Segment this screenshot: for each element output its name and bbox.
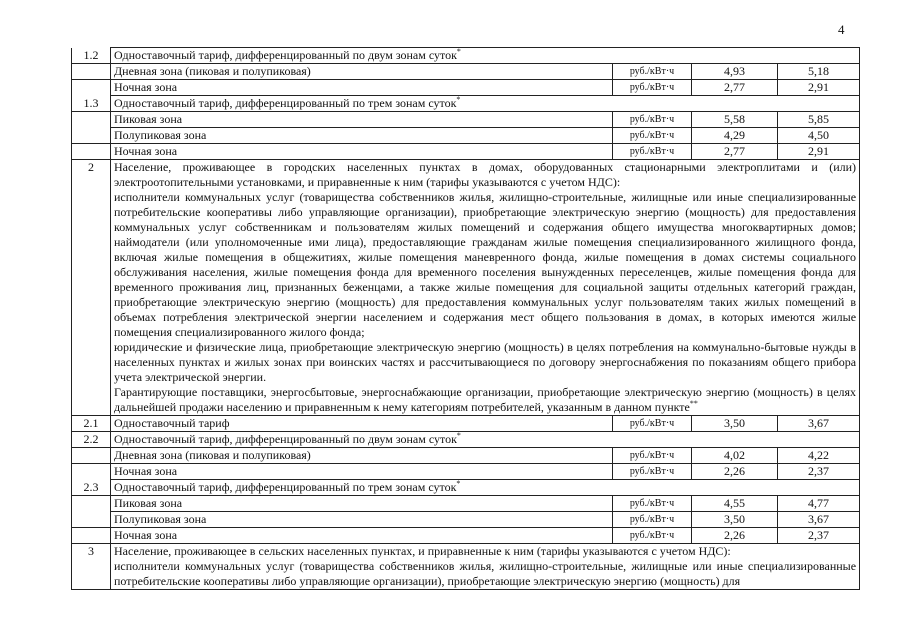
row-label: Ночная зона <box>111 464 613 480</box>
table-row <box>72 64 860 80</box>
row-label: Полупиковая зона <box>111 128 613 144</box>
table-row <box>72 464 860 480</box>
row-label: Ночная зона <box>111 80 613 96</box>
unit-cell: руб./кВт·ч <box>613 416 692 432</box>
table-row <box>72 144 860 160</box>
table-row <box>72 480 860 496</box>
table-row <box>72 512 860 528</box>
unit-cell: руб./кВт·ч <box>613 528 692 544</box>
tariff-table <box>71 47 860 590</box>
row-label: Пиковая зона <box>111 112 613 128</box>
row-label: Ночная зона <box>111 144 613 160</box>
row-label: Одноставочный тариф <box>111 416 613 432</box>
unit-cell: руб./кВт·ч <box>613 112 692 128</box>
row-label: Одноставочный тариф, дифференцированный по двум зонам суток* <box>111 432 860 448</box>
table-row <box>72 448 860 464</box>
value-first-half: 3,50 <box>692 416 778 432</box>
row-number: 2.3 <box>72 480 111 496</box>
table-row <box>72 544 860 590</box>
unit-cell: руб./кВт·ч <box>613 448 692 464</box>
value-second-half: 5,85 <box>778 112 860 128</box>
row-number: 3 <box>72 544 111 590</box>
value-first-half: 2,26 <box>692 528 778 544</box>
row-label: Пиковая зона <box>111 496 613 512</box>
row-number: 2.1 <box>72 416 111 432</box>
value-first-half: 3,50 <box>692 512 778 528</box>
value-second-half: 2,91 <box>778 80 860 96</box>
value-second-half: 4,22 <box>778 448 860 464</box>
value-second-half: 2,91 <box>778 144 860 160</box>
unit-cell: руб./кВт·ч <box>613 128 692 144</box>
value-second-half: 2,37 <box>778 464 860 480</box>
row-label: Одноставочный тариф, дифференцированный по двум зонам суток* <box>111 48 860 64</box>
description-paragraph: юридические и физические лица, приобретающие электрическую энергию (мощность) в целях потребления на коммунально-бытовые нужды в населенных пунктах и жилых зонах при воинских частях и рассчитывающиеся по договору энергоснабжения по показаниям общего прибора учета электрической энергии. <box>114 340 857 384</box>
value-first-half: 4,55 <box>692 496 778 512</box>
value-second-half: 3,67 <box>778 416 860 432</box>
unit-cell: руб./кВт·ч <box>613 64 692 80</box>
value-first-half: 4,02 <box>692 448 778 464</box>
table-row <box>72 48 860 64</box>
value-second-half: 5,18 <box>778 64 860 80</box>
unit-cell: руб./кВт·ч <box>613 144 692 160</box>
unit-cell: руб./кВт·ч <box>613 496 692 512</box>
value-second-half: 3,67 <box>778 512 860 528</box>
category-description <box>111 544 860 590</box>
row-number: 1.2 <box>72 48 111 64</box>
table-row <box>72 112 860 128</box>
row-label: Дневная зона (пиковая и полупиковая) <box>111 64 613 80</box>
description-paragraph: исполнители коммунальных услуг (товарищества собственников жилья, жилищно-строительные, жилищные или иные специализированные потребительские кооперативы либо управляющие организации), приобретающие электрическую энергию (мощность) для предоставления коммунальных услуг собственникам и пользователям жилых помещений и содержания общего имущества многоквартирных домов; наймодатели (или уполномоченные ими лица), предоставляющие гражданам жилые помещения специализированного жилищного фонда, включая жилые помещения в общежитиях, жилые помещения маневренного фонда, жилые помещения в домах системы социального обслуживания населения, жилые помещения фонда для временного поселения вынужденных переселенцев, жилые помещения фонда для временного проживания лиц, признанных беженцами, а также жилые помещения для социальной защиты отдельных категорий граждан, приобретающие электрическую энергию (мощность) для предоставления коммунальных услуг пользователям таких жилых помещений в объемах потребления электрической энергии населением и содержания мест общего пользования в домах, в которых имеются жилые помещения специализированного жилого фонда; <box>114 190 857 339</box>
table-row <box>72 96 860 112</box>
description-paragraph: Население, проживающее в городских населенных пунктах в домах, оборудованных стационарными электроплитами и (или) электроотопительными установками, и приравненные к ним (тарифы указываются с учетом НДС): <box>114 160 857 189</box>
unit-cell: руб./кВт·ч <box>613 464 692 480</box>
table-row <box>72 80 860 96</box>
unit-cell: руб./кВт·ч <box>613 80 692 96</box>
table-row <box>72 128 860 144</box>
row-number: 1.3 <box>72 96 111 112</box>
page-number: 4 <box>838 22 845 37</box>
table-row <box>72 528 860 544</box>
row-label: Одноставочный тариф, дифференцированный по трем зонам суток* <box>111 96 860 112</box>
row-label: Одноставочный тариф, дифференцированный по трем зонам суток* <box>111 480 860 496</box>
row-label: Полупиковая зона <box>111 512 613 528</box>
value-first-half: 2,77 <box>692 144 778 160</box>
row-label: Дневная зона (пиковая и полупиковая) <box>111 448 613 464</box>
value-second-half: 2,37 <box>778 528 860 544</box>
value-first-half: 4,93 <box>692 64 778 80</box>
table-row <box>72 416 860 432</box>
description-paragraph: Население, проживающее в сельских населенных пунктах, и приравненные к ним (тарифы указываются с учетом НДС): <box>114 544 731 558</box>
description-paragraph: исполнители коммунальных услуг (товарищества собственников жилья, жилищно-строительные, жилищные или иные специализированные потребительские кооперативы либо управляющие организации), приобретающие электрическую энергию (мощность) для <box>114 559 857 588</box>
value-first-half: 5,58 <box>692 112 778 128</box>
value-second-half: 4,50 <box>778 128 860 144</box>
row-label: Ночная зона <box>111 528 613 544</box>
value-first-half: 4,29 <box>692 128 778 144</box>
table-row <box>72 432 860 448</box>
value-second-half: 4,77 <box>778 496 860 512</box>
category-description <box>111 160 860 416</box>
unit-cell: руб./кВт·ч <box>613 512 692 528</box>
value-first-half: 2,26 <box>692 464 778 480</box>
row-number: 2 <box>72 160 111 416</box>
description-paragraph: Гарантирующие поставщики, энергосбытовые, энергоснабжающие организации, приобретающие электрическую энергию (мощность) в целях дальнейшей продажи населению и приравненным к нему категориям потребителей, указанным в данном пункте** <box>114 385 857 414</box>
value-first-half: 2,77 <box>692 80 778 96</box>
table-row <box>72 496 860 512</box>
table-row <box>72 160 860 416</box>
row-number: 2.2 <box>72 432 111 448</box>
